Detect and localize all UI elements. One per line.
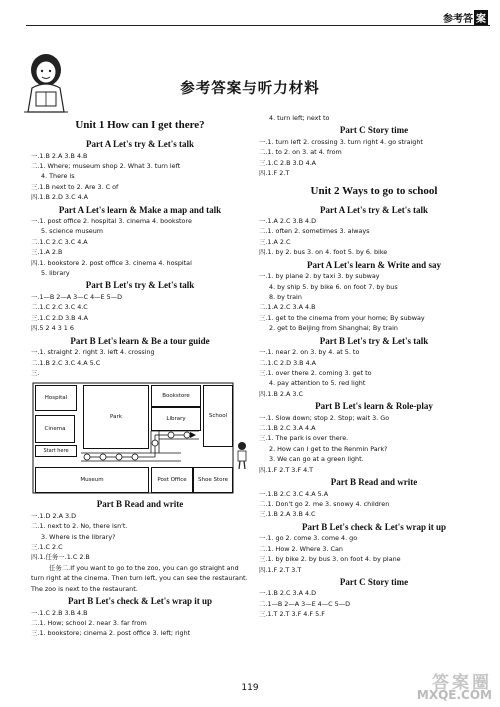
right-column	[259, 113, 489, 620]
header-tag-text: 参考答	[443, 14, 473, 25]
answer-line: 二.1. often 2. sometimes 3. always	[259, 227, 370, 236]
answer-line: 二.1.C 2.C 3.C 4.C	[31, 303, 88, 312]
answer-line: 三.1.B 2.A 3.B 4.C	[259, 510, 316, 519]
section-heading: Part B Let's check & Let's wrap it up	[68, 596, 212, 607]
header-rule	[26, 25, 490, 26]
answer-line: 四.1.F 2.T 3.T	[259, 565, 302, 574]
answer-line: 一.1.A 2.C 3.B 4.D	[259, 217, 317, 226]
answer-line: 4. pay attention to 5. red light	[269, 379, 366, 388]
answer-line: 三.1.A 2.C	[259, 237, 291, 246]
answer-line: 二.1. to 2. on 3. at 4. from	[259, 148, 342, 157]
answer-line: 2. get to Beijing from Shanghai; By train	[269, 324, 398, 333]
answer-line: 一.1.B 2.A 3.B 4.B	[31, 151, 88, 160]
answer-line: 一.1.D 2.A 3.D	[31, 511, 76, 520]
answer-line: 3. Where is the library?	[41, 532, 116, 541]
map-library: Library	[151, 407, 201, 431]
answer-line: 5. science museum	[41, 227, 104, 236]
answer-line: 四.1.任务一.1.C 2.B	[31, 553, 90, 562]
map-bookstore: Bookstore	[151, 385, 201, 407]
answer-line: 4. turn left; next to	[269, 114, 330, 122]
map-post-office: Post Office	[151, 467, 193, 493]
answer-line: 3. We can go at a green light.	[269, 455, 364, 464]
answer-line: 三.1. get to the cinema from your home; By subway	[259, 313, 425, 322]
section-heading: Part B Let's try & Let's talk	[319, 335, 429, 346]
task-two-paragraph	[31, 563, 249, 594]
header-tag	[443, 10, 488, 25]
answer-line: 二.1—B 2—A 3—E 4—C 5—D	[259, 599, 351, 608]
answer-line: 三.1.A 2.B	[31, 248, 63, 257]
map-museum: Museum	[35, 467, 149, 493]
answer-line: 四.1.F 2.T 3.F 4.T	[259, 465, 314, 474]
section-heading: Part A Let's learn & Write and say	[307, 259, 441, 270]
answer-line: 二.1.B 2.C 3.C 4.A 5.C	[31, 358, 101, 367]
answer-line: 四.5 2 4 3 1 6	[31, 324, 74, 333]
answer-line: 一.1. post office 2. hospital 3. cinema 4. bookstore	[31, 217, 192, 226]
answer-line: 8. by train	[269, 292, 302, 301]
answer-line: 三.1.C 2.B 3.D 4.A	[259, 158, 317, 167]
answer-line: 二.1. Where; museum shop 2. What 3. turn left	[31, 161, 181, 170]
answer-line: 一.1. straight 2. right 3. left 4. crossing	[31, 348, 155, 357]
page-number: 119	[241, 683, 259, 693]
answer-line: 四.1.B 2.A 3.C	[259, 389, 303, 398]
unit-1-heading: Unit 1 How can I get there?	[75, 119, 205, 131]
answer-line: 三.1.B next to 2. Are 3. C of	[31, 182, 119, 191]
section-heading: Part B Read and write	[96, 499, 184, 510]
answer-line: 一.1. go 2. come 3. come 4. go	[259, 534, 358, 543]
watermark	[416, 673, 492, 702]
answer-line: 一.1. Slow down; stop 2. Stop; wait 3. Go	[259, 413, 390, 422]
answer-line: 三.	[31, 368, 40, 377]
answer-line: 4. by ship 5. by bike 6. on foot 7. by bus	[269, 282, 398, 291]
answer-line: 二.1.C 2.C 3.C 4.A	[31, 237, 88, 246]
map-shoe-store: Shoe Store	[193, 467, 233, 493]
section-heading: Part B Let's learn & Be a tour guide	[70, 335, 210, 346]
answer-line: 二.1. How 2. Where 3. Can	[259, 544, 343, 553]
section-heading: Part A Let's try & Let's talk	[320, 204, 428, 215]
answer-line: 三.1. by bike 2. by bus 3. on foot 4. by plane	[259, 555, 401, 564]
section-heading: Part C Story time	[339, 576, 409, 587]
section-heading: Part B Let's check & Let's wrap it up	[302, 521, 446, 532]
section-heading: Part B Let's try & Let's talk	[85, 280, 195, 291]
map-school: School	[203, 385, 233, 447]
section-heading: Part B Let's learn & Role-play	[315, 401, 433, 412]
section-heading: Part C Story time	[339, 125, 409, 136]
answer-line: 三.1.C 2.C	[31, 543, 63, 552]
answer-line: 二.1. Don't go 2. me 3. snowy 4. children	[259, 499, 390, 508]
answer-line: 一.1.B 2.C 3.C 4.A 5.A	[259, 489, 329, 498]
answer-line: 二.1.B 2.C 3.A 4.A	[259, 424, 316, 433]
boy-figure-icon	[235, 441, 249, 471]
map-start: Start here	[35, 445, 77, 457]
answer-line: 四.1. bookstore 2. post office 3. cinema 4. hospital	[31, 258, 192, 267]
section-heading: Part B Read and write	[330, 477, 418, 488]
answer-line: 2. How can I get to the Renmin Park?	[269, 444, 388, 453]
answer-line: 一.1—B 2—A 3—C 4—E 5—D	[31, 292, 123, 301]
answer-line: 二.1.C 2.D 3.B 4.A	[259, 358, 317, 367]
answer-line: 三.1. over there 2. coming 3. get to	[259, 368, 372, 377]
answer-line: 三.1.C 2.D 3.B 4.A	[31, 313, 89, 322]
map-park: Park	[83, 385, 149, 449]
answer-line: 二.1. next to 2. No, there isn't.	[31, 522, 128, 531]
watermark-cn: 答案圈	[432, 673, 492, 693]
map-hospital: Hospital	[35, 385, 77, 411]
answer-line: 三.1.T 2.T 3.F 4.F 5.F	[259, 610, 325, 619]
answer-line: 一.1. near 2. on 3. by 4. at 5. to	[259, 348, 360, 357]
left-column	[31, 113, 249, 639]
answer-line: 一.1. turn left 2. crossing 3. turn right 4. go straight	[259, 137, 423, 146]
route-map	[31, 381, 249, 495]
answer-line: 三.1. The park is over there.	[259, 434, 349, 443]
section-heading: Part A Let's try & Let's talk	[86, 139, 194, 149]
unit-2-heading: Unit 2 Ways to go to school	[310, 184, 438, 197]
section-heading: Part A Let's learn & Make a map and talk	[58, 204, 222, 215]
answer-line: 一.1.C 2.B 3.B 4.B	[31, 608, 88, 617]
answer-line: 一.1. by plane 2. by taxi 3. by subway	[259, 272, 380, 281]
page-title: 参考答案与听力材料	[180, 80, 320, 97]
header-tag-highlight: 案	[474, 10, 488, 25]
answer-line: 二.1. How; school 2. near 3. far from	[31, 618, 147, 627]
answer-line: 四.1.B 2.D 3.C 4.A	[31, 193, 89, 202]
answer-line: 5. library	[41, 269, 70, 278]
map-cinema: Cinema	[35, 415, 75, 443]
task-two-text: 任务二.If you want to go to the zoo, you can go straight and turn right at the cinema. Then turn left, you can see the restaurant. The zoo is next to the restaurant.	[31, 563, 248, 593]
answer-line: 二.1.A 2.C 3.A 4.B	[259, 303, 316, 312]
answer-line: 四.1. by 2. bus 3. on 4. foot 5. by 6. bike	[259, 248, 388, 257]
watermark-en: MXQE.COM	[416, 688, 492, 702]
answer-line: 一.1.B 2.C 3.A 4.D	[259, 589, 317, 598]
answer-line: 4. There is	[41, 172, 75, 181]
answer-line: 四.1.F 2.T	[259, 169, 290, 178]
answer-line: 三.1. bookstore; cinema 2. post office 3. left; right	[31, 629, 191, 638]
